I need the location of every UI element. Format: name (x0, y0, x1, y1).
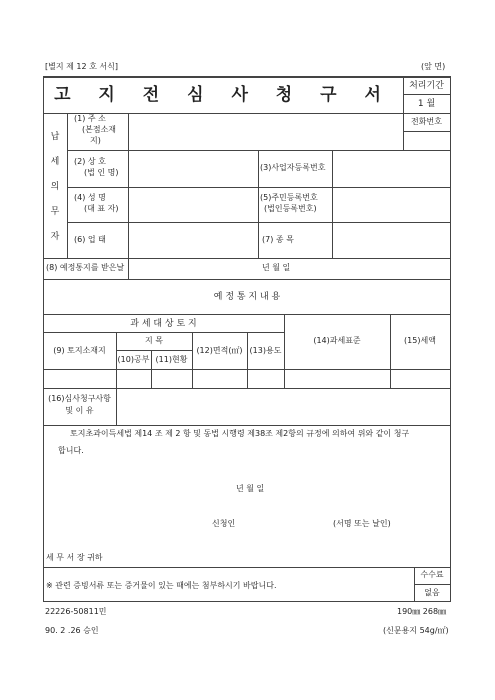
processing-period-value: 1 월 (417, 99, 436, 109)
area-header: (12)면적(㎡) (196, 346, 243, 355)
trade-name-label-sub: (법 인 명) (84, 168, 119, 177)
form-title: 고 지 전 심 사 청 구 서 (54, 85, 392, 105)
form-number: [별지 제 12 호 서식] (45, 62, 118, 71)
statement-text-cont: 합니다. (58, 446, 84, 455)
taxpayer-char: 무 (50, 207, 60, 217)
paper-size: 190㎜ 268㎜ (397, 607, 447, 616)
representative-name-label-sub: (대 표 자) (84, 204, 119, 213)
business-item-field[interactable] (333, 223, 449, 258)
claim-reason-label-sub: 및 이 유 (65, 406, 94, 415)
taxpayer-char: 의 (50, 182, 60, 192)
addressee: 세 무 서 장 귀하 (46, 553, 103, 562)
address-label: (1) 주 소 (74, 114, 106, 123)
signature-field[interactable]: (서명 또는 날인) (333, 519, 391, 528)
fee-value: 없음 (424, 588, 440, 597)
sign-date-field[interactable]: 년 월 일 (236, 484, 265, 493)
paper-spec: (신문용지 54g/㎡) (383, 626, 449, 635)
claim-reason-field[interactable] (117, 389, 450, 425)
representative-name-label: (4) 성 명 (74, 193, 106, 202)
land-table-row[interactable] (44, 370, 450, 388)
notice-date-label: (8) 예정통지를 받은날 (46, 263, 125, 272)
fee-label: 수수료 (420, 570, 444, 579)
address-label-sub: (본점소재 (82, 125, 117, 134)
address-label-sub2: 지) (90, 136, 101, 145)
form-code: 22226-50811민 (45, 607, 107, 616)
processing-period-label: 처리기간 (409, 81, 444, 91)
resident-no-field[interactable] (333, 188, 449, 222)
taxpayer-char: 자 (50, 232, 60, 242)
attachment-note: ※ 관련 증빙서류 또는 증거물이 있는 때에는 첨부하시기 바랍니다. (46, 581, 277, 590)
notice-date-field[interactable]: 년 월 일 (262, 263, 291, 272)
address-field[interactable] (129, 114, 402, 150)
land-category-header: 지 목 (145, 336, 163, 345)
resident-no-label-sub: (법인등록번호) (264, 204, 317, 213)
current-state-header: (11)현황 (155, 355, 188, 364)
claim-reason-label: (16)심사청구사항 (48, 394, 111, 403)
business-reg-no-field[interactable] (333, 151, 449, 187)
applicant-label: 신청인 (212, 519, 236, 528)
phone-field[interactable] (404, 132, 449, 150)
taxpayer-char: 세 (50, 157, 60, 167)
approval-date: 90. 2 .26 승인 (45, 626, 99, 635)
phone-label: 전화번호 (411, 117, 442, 126)
tax-amount-header: (15)세액 (404, 336, 436, 345)
taxpayer-char: 납 (50, 132, 60, 142)
business-reg-no-label: (3)사업자등록번호 (260, 163, 326, 172)
land-section-header: 과 세 대 상 토 지 (130, 319, 197, 329)
resident-no-label: (5)주민등록번호 (260, 193, 318, 202)
trade-name-field[interactable] (129, 151, 257, 187)
official-record-header: (10)공부 (117, 355, 150, 364)
trade-name-label: (2) 상 호 (74, 157, 106, 166)
usage-header: (13)용도 (249, 346, 282, 355)
representative-name-field[interactable] (129, 188, 257, 222)
business-type-field[interactable] (129, 223, 257, 258)
land-location-header: (9) 토지소재지 (53, 346, 106, 355)
page-side: (앞 면) (421, 62, 446, 71)
business-item-label: (7) 종 목 (262, 235, 294, 244)
business-type-label: (6) 업 태 (74, 235, 106, 244)
notice-content-header: 예 정 통 지 내 용 (213, 292, 281, 302)
statement-text: 토지초과이득세법 제14 조 제 2 항 및 동법 시행령 제38조 제2항의 규정에 의하여 위와 같이 청구 (70, 429, 410, 438)
tax-base-header: (14)과세표준 (313, 336, 361, 345)
